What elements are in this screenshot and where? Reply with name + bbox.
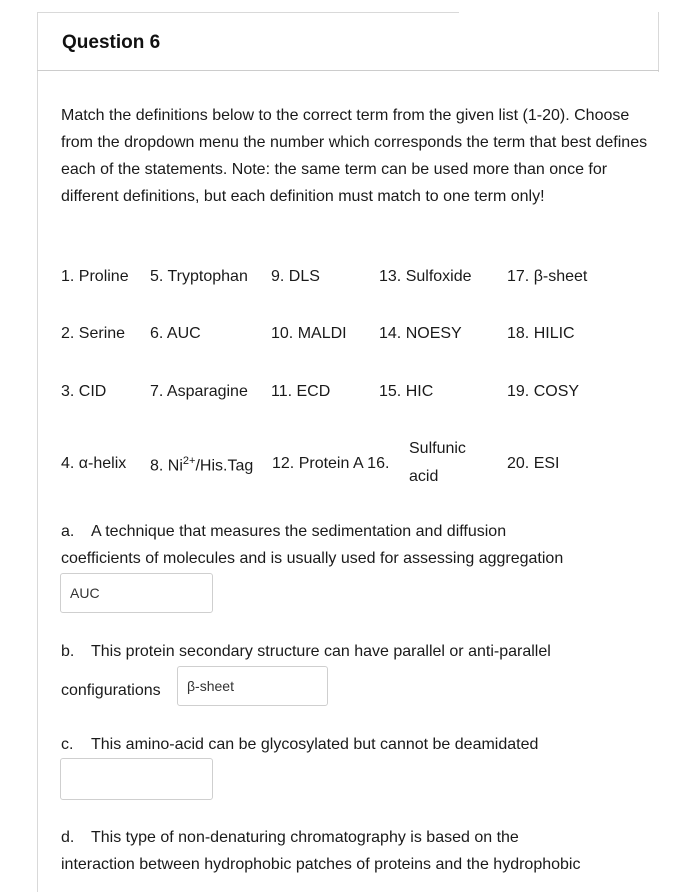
- item-a-answer-select[interactable]: AUC: [60, 573, 213, 613]
- panel-left-border: [37, 12, 38, 892]
- question-instructions: Match the definitions below to the correct term from the given list (1-20). Choose from the dropdown menu the number which corresponds the term that best defines each of the statements. Note: the same term can be used more than once for different definitions, but each definition must match to one term only!: [61, 107, 648, 205]
- term-19: 19. COSY: [507, 383, 580, 400]
- term-1: 1. Proline: [61, 268, 129, 285]
- term-9: 9. DLS: [271, 268, 320, 285]
- term-14: 14. NOESY: [379, 325, 462, 342]
- term-16-line2: acid: [409, 468, 439, 485]
- term-3: 3. CID: [61, 383, 107, 400]
- term-17: 17. β-sheet: [507, 268, 588, 285]
- term-18: 18. HILIC: [507, 325, 575, 342]
- header-divider: [37, 70, 659, 71]
- item-b-text: [61, 638, 661, 665]
- item-b-line1: This protein secondary structure can have parallel or anti-parallel: [91, 643, 551, 660]
- item-d-line2: interaction between hydrophobic patches of proteins and the hydrophobic: [61, 856, 581, 873]
- item-a-line1: A technique that measures the sedimentation and diffusion: [91, 523, 507, 540]
- term-16-line1: Sulfunic: [409, 440, 466, 457]
- term-8-prefix: 8. Ni: [150, 457, 183, 475]
- term-6: 6. AUC: [150, 325, 201, 342]
- item-b-line2: configurations: [61, 682, 161, 699]
- item-a-line2: coefficients of molecules and is usually used for assessing aggregation: [61, 550, 564, 567]
- panel-right-border: [658, 12, 659, 72]
- item-a-text: [61, 518, 661, 572]
- term-8: [150, 455, 253, 475]
- panel-top-border: [37, 12, 459, 13]
- item-d-label: d.: [61, 829, 75, 846]
- question-title: Question 6: [62, 32, 161, 53]
- item-c-answer-select[interactable]: [60, 758, 213, 800]
- term-13: 13. Sulfoxide: [379, 268, 472, 285]
- term-12: 12. Protein A 16.: [272, 455, 390, 472]
- term-10: 10. MALDI: [271, 325, 347, 342]
- term-8-superscript: 2+: [182, 455, 196, 467]
- item-b-label: b.: [61, 643, 75, 660]
- term-2: 2. Serine: [61, 325, 126, 342]
- term-15: 15. HIC: [379, 383, 434, 400]
- item-d-line1: This type of non-denaturing chromatography is based on the: [91, 829, 519, 846]
- item-b-answer-select[interactable]: β-sheet: [177, 666, 328, 706]
- term-8-suffix: /His.Tag: [195, 457, 254, 475]
- item-c-line1: This amino-acid can be glycosylated but cannot be deamidated: [91, 736, 539, 753]
- item-c-label: c.: [61, 736, 74, 753]
- item-a-label: a.: [61, 523, 75, 540]
- term-5: 5. Tryptophan: [150, 268, 248, 285]
- item-c-text: [61, 731, 661, 758]
- term-7: 7. Asparagine: [150, 383, 248, 400]
- term-4: 4. α-helix: [61, 455, 127, 472]
- item-d-text: [61, 824, 661, 878]
- term-11: 11. ECD: [271, 383, 331, 400]
- term-20: 20. ESI: [507, 455, 560, 472]
